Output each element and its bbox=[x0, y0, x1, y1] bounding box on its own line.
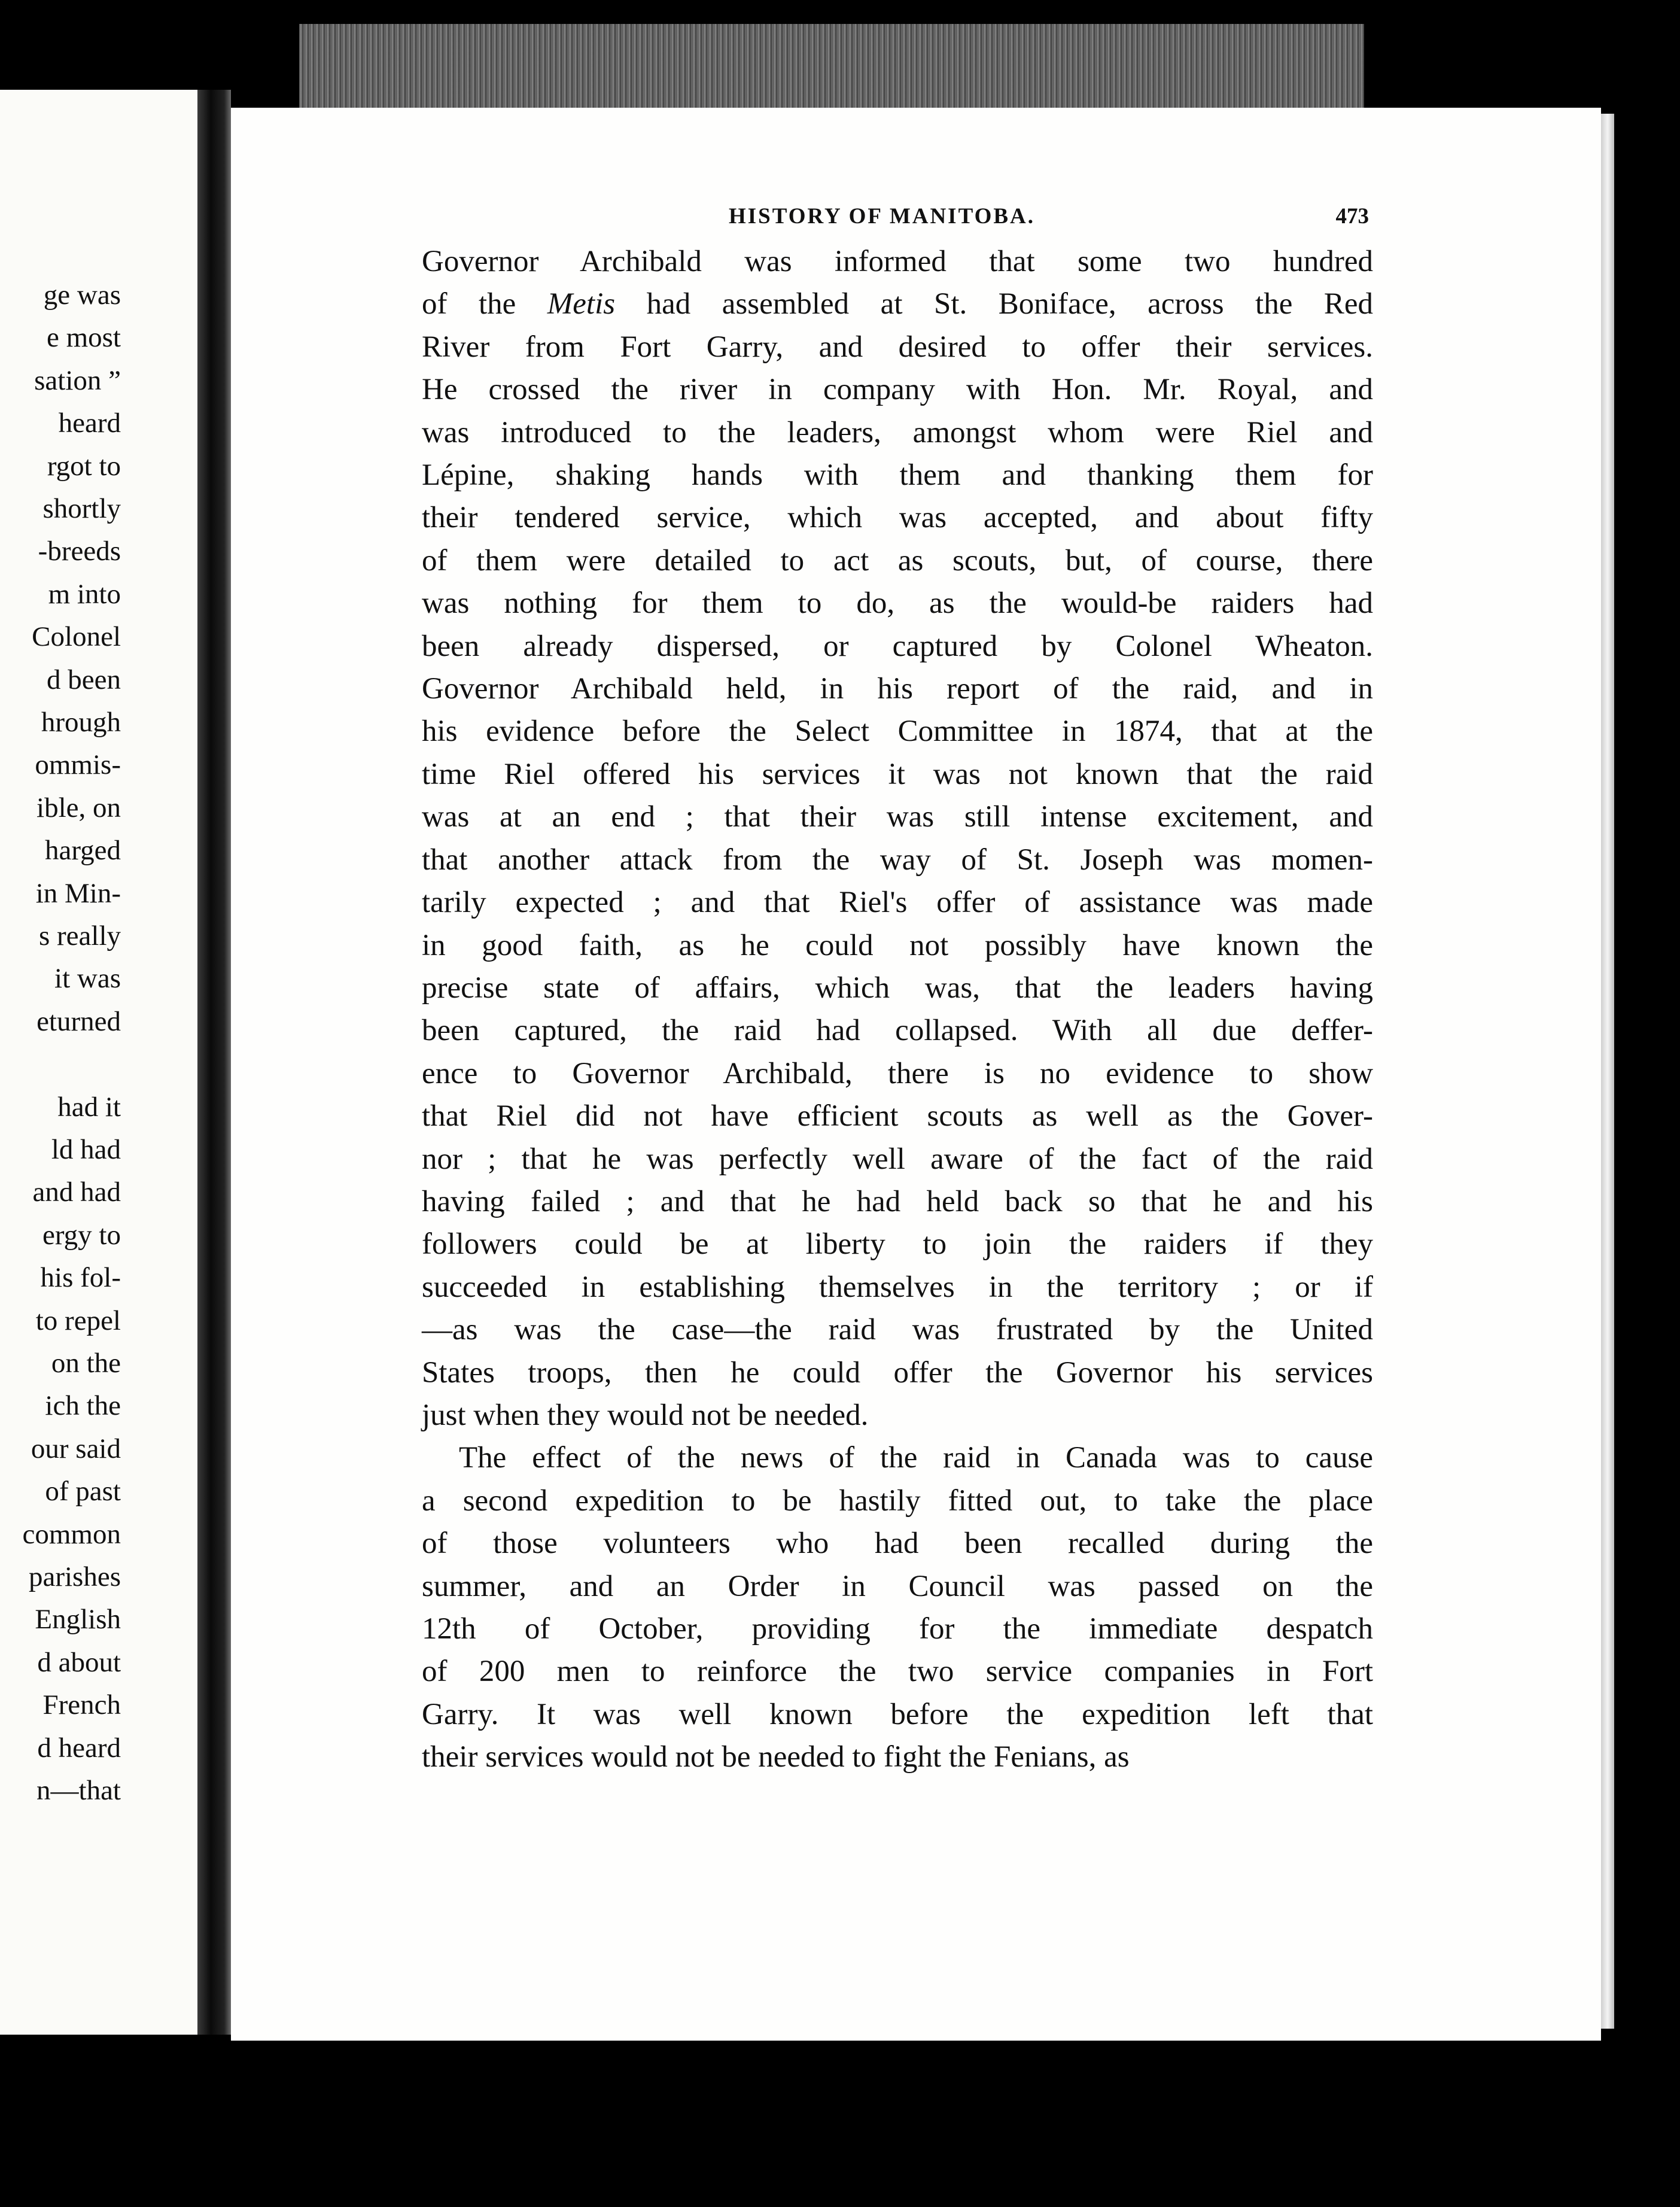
text-line: that another attack from the way of St. Joseph was momen- bbox=[422, 843, 1373, 877]
left-page-line: ld had bbox=[51, 1134, 121, 1165]
page-edge bbox=[1601, 114, 1614, 2029]
page-number: 473 bbox=[1335, 204, 1369, 229]
text-line: that Riel did not have efficient scouts as well as the Gover- bbox=[422, 1099, 1373, 1133]
left-page-line: had it bbox=[57, 1091, 121, 1123]
running-head: HISTORY OF MANITOBA. bbox=[729, 204, 1036, 229]
text-line: ence to Governor Archibald, there is no evidence to show bbox=[422, 1056, 1373, 1090]
left-page-line: s really bbox=[38, 920, 121, 951]
text-line: He crossed the river in company with Hon. Mr. Royal, and bbox=[422, 373, 1373, 407]
left-page-line: rgot to bbox=[47, 450, 121, 482]
text-line: his evidence before the Select Committee in 1874, that at the bbox=[422, 715, 1373, 749]
scan-top-edge bbox=[299, 24, 1364, 108]
text-line: followers could be at liberty to join the raiders if they bbox=[422, 1227, 1373, 1261]
text-line: been captured, the raid had collapsed. With all due deffer- bbox=[422, 1014, 1373, 1048]
left-page-line: ge was bbox=[43, 279, 121, 311]
text-line: succeeded in establishing themselves in the territory ; or if bbox=[422, 1270, 1373, 1304]
left-page-line: our said bbox=[31, 1433, 121, 1464]
text-line: their services would not be needed to fight the Fenians, as bbox=[422, 1740, 1130, 1774]
text-line: been already dispersed, or captured by Colonel Wheaton. bbox=[422, 629, 1373, 663]
left-page-line: of past bbox=[45, 1476, 121, 1507]
left-page-line: eturned bbox=[36, 1005, 121, 1037]
text-line: a second expedition to be hastily fitted out, to take the place bbox=[422, 1484, 1373, 1518]
left-page-line: d been bbox=[47, 664, 121, 695]
left-page-line: harged bbox=[44, 835, 121, 867]
left-page-line: hrough bbox=[41, 707, 121, 738]
left-page-line: ommis- bbox=[35, 749, 121, 781]
left-page-line: it was bbox=[54, 963, 121, 995]
text-line: Garry. It was well known before the expedition left that bbox=[422, 1697, 1373, 1731]
left-page-line: n—that bbox=[36, 1775, 121, 1806]
left-page-line: French bbox=[42, 1689, 121, 1721]
left-page-line: in Min- bbox=[35, 877, 121, 909]
left-facing-page bbox=[0, 90, 197, 2035]
text-line: of the Metis had assembled at St. Boniface, across the Red bbox=[422, 287, 1374, 321]
text-line: tarily expected ; and that Riel's offer of assistance was made bbox=[422, 886, 1373, 920]
left-page-line: and had bbox=[32, 1177, 121, 1208]
text-line: precise state of affairs, which was, that the leaders having bbox=[422, 971, 1373, 1005]
left-page-line: d heard bbox=[37, 1732, 121, 1764]
left-page-line: common bbox=[22, 1518, 121, 1550]
left-page-line: -breeds bbox=[38, 536, 121, 567]
text-line: just when they would not be needed. bbox=[422, 1398, 869, 1432]
text-line: —as was the case—the raid was frustrated by the United bbox=[422, 1313, 1373, 1347]
book-gutter bbox=[197, 90, 231, 2035]
left-page-line: ible, on bbox=[36, 792, 121, 823]
body-text bbox=[422, 241, 1373, 1779]
text-line: Governor Archibald was informed that some two hundred bbox=[422, 245, 1373, 278]
left-page-line: d about bbox=[37, 1646, 121, 1678]
left-page-line: ich the bbox=[45, 1390, 121, 1422]
left-page-line: English bbox=[35, 1604, 121, 1636]
left-page-line: shortly bbox=[42, 493, 121, 524]
left-page-line: parishes bbox=[28, 1561, 121, 1592]
text-line: having failed ; and that he had held back so that he and his bbox=[422, 1184, 1373, 1218]
left-page-line: Colonel bbox=[32, 621, 121, 653]
left-page-line: on the bbox=[51, 1348, 121, 1379]
text-line: The effect of the news of the raid in Canada was to cause bbox=[459, 1441, 1373, 1475]
text-line: Governor Archibald held, in his report of the raid, and in bbox=[422, 672, 1373, 706]
left-page-line: ergy to bbox=[42, 1219, 121, 1251]
left-page-line: his fol- bbox=[40, 1262, 121, 1294]
text-line: Lépine, shaking hands with them and thanking them for bbox=[422, 458, 1373, 493]
left-page-line: to repel bbox=[35, 1305, 121, 1336]
left-page-line: heard bbox=[58, 408, 121, 439]
left-page-line: m into bbox=[48, 578, 121, 610]
text-line: States troops, then he could offer the Governor his services bbox=[422, 1355, 1373, 1390]
text-line: was nothing for them to do, as the would-be raiders had bbox=[422, 586, 1373, 621]
left-page-line: sation ” bbox=[34, 364, 121, 396]
text-line: in good faith, as he could not possibly have known the bbox=[422, 928, 1373, 962]
text-line: 12th of October, providing for the immediate despatch bbox=[422, 1612, 1373, 1646]
text-line: was at an end ; that their was still intense excitement, and bbox=[422, 800, 1373, 834]
text-line: nor ; that he was perfectly well aware of the fact of the raid bbox=[422, 1142, 1373, 1176]
text-line: of 200 men to reinforce the two service companies in Fort bbox=[422, 1655, 1373, 1689]
text-line: of those volunteers who had been recalled during the bbox=[422, 1527, 1373, 1561]
text-line: River from Fort Garry, and desired to offer their services. bbox=[422, 330, 1373, 364]
text-line: their tendered service, which was accepted, and about fifty bbox=[422, 501, 1373, 535]
text-line: was introduced to the leaders, amongst whom were Riel and bbox=[422, 415, 1373, 449]
left-page-line: e most bbox=[46, 322, 121, 354]
text-line: of them were detailed to act as scouts, but, of course, there bbox=[422, 543, 1373, 577]
text-line: summer, and an Order in Council was passed on the bbox=[422, 1569, 1373, 1603]
text-line: time Riel offered his services it was not known that the raid bbox=[422, 757, 1373, 791]
